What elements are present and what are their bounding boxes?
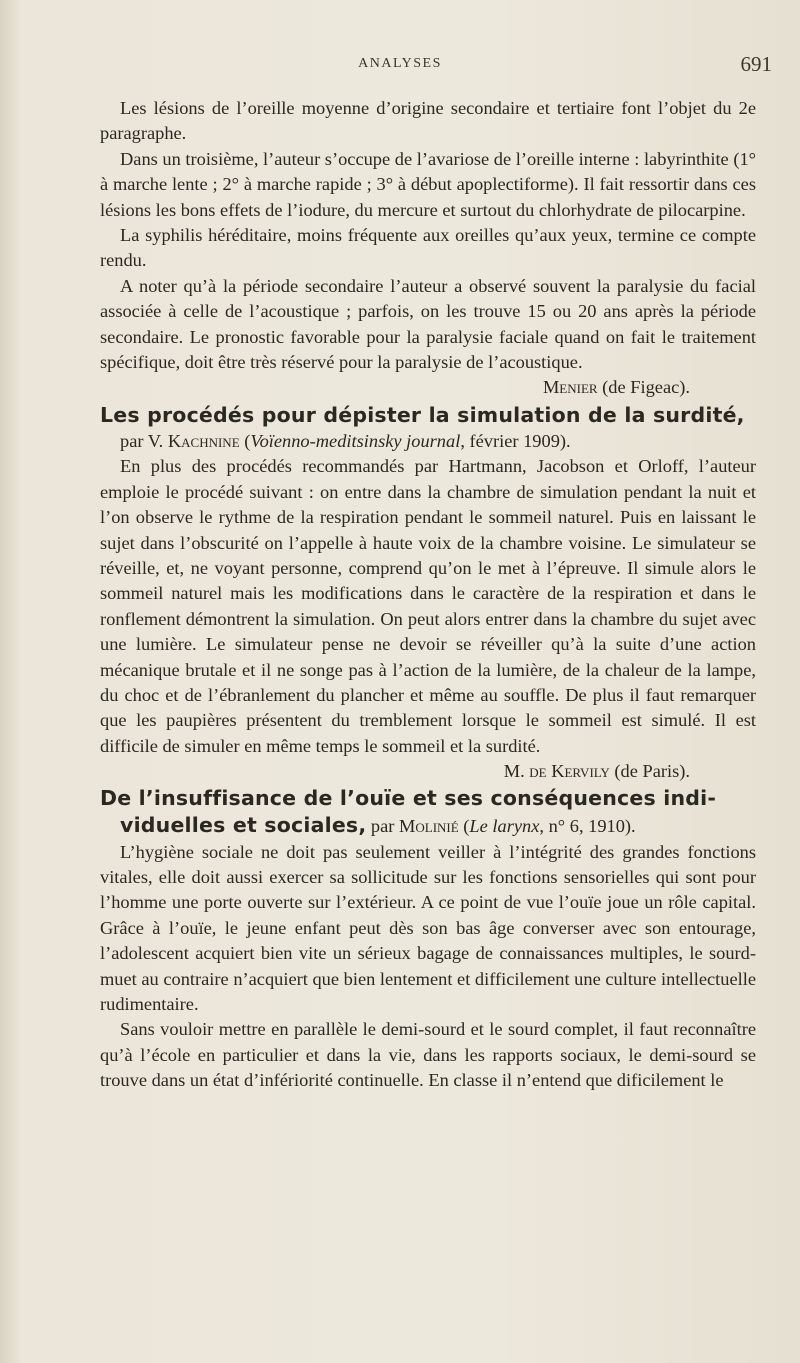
running-title: ANALYSES <box>358 56 442 71</box>
paragraph: En plus des procédés recommandés par Hartmann, Jacobson et Orloff, l’auteur emploie le procédé suivant : on entre dans la chambre de simulation pendant la nuit et l’on observe le rythme de la respiration pendant le sommeil naturel. Puis en laissant le sujet dans l’obscurité on l’appelle à haute voix de la chambre voisine. Le simulateur se réveille, et, ne voyant personne, comprend qu’on le met à l’épreuve. Il simule alors le sommeil naturel mais les modifications dans le caractère de la respiration et dans le ronflement démontrent la simulation. On peut alors entrer dans la chambre du sujet avec une lumière. Le simulateur pense ne devoir se réveiller qu’à la suite d’une action mécanique brutale et il ne songe pas à l’action de la lumière, de la chaleur de la lampe, du choc et de l’ébranlement du plancher et même au souffle. De plus il faut remarquer que les paupières présentent du tremblement lorsque le sommeil est simulé. Il est difficile de simuler en même temps le sommeil et la surdité. <box>100 456 756 756</box>
article-byline <box>100 429 756 454</box>
source-close: , n° 6, 1910). <box>539 815 636 836</box>
page-body <box>100 96 756 1094</box>
signature-name: Menier <box>542 377 598 398</box>
heading-line <box>100 812 756 840</box>
journal-title: Voïenno-meditsinsky journal <box>250 430 461 451</box>
paragraph: Sans vouloir mettre en parallèle le demi-sourd et le sourd complet, il faut reconnaître qu’à l’école en particulier et dans la vie, dans les rapports sociaux, le demi-sourd se trouve dans un état d’infériorité continuelle. En classe il n’entend que dificilement le <box>100 1019 756 1091</box>
author-name: Molinié <box>399 815 459 836</box>
signature-place: (de Figeac). <box>597 377 690 398</box>
article-heading: Les procédés pour dépister la simulation de la surdité, <box>100 402 745 427</box>
heading-text: viduelles et sociales, <box>120 812 367 837</box>
source-close: , février 1909). <box>460 430 571 451</box>
signature-name: de Kervily <box>529 761 610 782</box>
signature-prefix: M. <box>503 761 530 782</box>
paragraph: A noter qu’à la période secondaire l’auteur a observé souvent la paralysie du facial associée à celle de l’acoustique ; parfois, on les trouve 15 ou 20 ans après la période secondaire. Le pronostic favorable pour la paralysie faciale quand on fait le traitement spécifique, doit être très réservé pour la paralysie de l’acoustique. <box>100 275 756 373</box>
byline-prefix: par <box>366 815 400 836</box>
source-open: ( <box>239 430 251 451</box>
paragraph: La syphilis héréditaire, moins fréquente aux oreilles qu’aux yeux, termine ce compte rendu. <box>100 225 756 271</box>
signature-place: (de Paris). <box>609 761 690 782</box>
paragraph: L’hygiène sociale ne doit pas seulement veiller à l’intégrité des grandes fonctions vitales, elle doit aussi exercer sa sollicitude sur les fonctions sensorielles qui sont pour l’homme une porte ouverte sur l’extérieur. A ce point de vue l’ouïe joue un rôle capital. Grâce à l’ouïe, le jeune enfant peut dès son bas âge converser avec son entourage, l’adolescent acquiert bien vite un sérieux bagage de connaissances multiples, le sourd-muet au contraire n’acquiert que bien lentement et difficilement une culture intellectuelle rudimentaire. <box>100 841 756 1014</box>
byline-prefix: par V. <box>120 430 168 451</box>
paragraph: Les lésions de l’oreille moyenne d’origine secondaire et tertiaire font l’objet du 2e paragraphe. <box>100 98 756 144</box>
journal-title: Le larynx <box>469 815 540 836</box>
signature <box>100 375 756 400</box>
page-number: 691 <box>740 52 772 76</box>
heading-line: De l’insuffisance de l’ouïe et ses conséquences indi- <box>100 785 717 810</box>
paragraph: Dans un troisième, l’auteur s’occupe de l’avariose de l’oreille interne : labyrinthite (1° à marche lente ; 2° à marche rapide ; 3° à début apoplectiforme). Il fait ressortir dans ces lésions les bons effets de l’iodure, du mercure et surtout du chlorhydrate de pilocarpine. <box>100 148 756 220</box>
author-name: Kachnine <box>167 430 240 451</box>
article-heading <box>100 785 756 840</box>
source-open: ( <box>458 815 470 836</box>
running-header <box>0 52 800 82</box>
signature <box>100 759 756 784</box>
